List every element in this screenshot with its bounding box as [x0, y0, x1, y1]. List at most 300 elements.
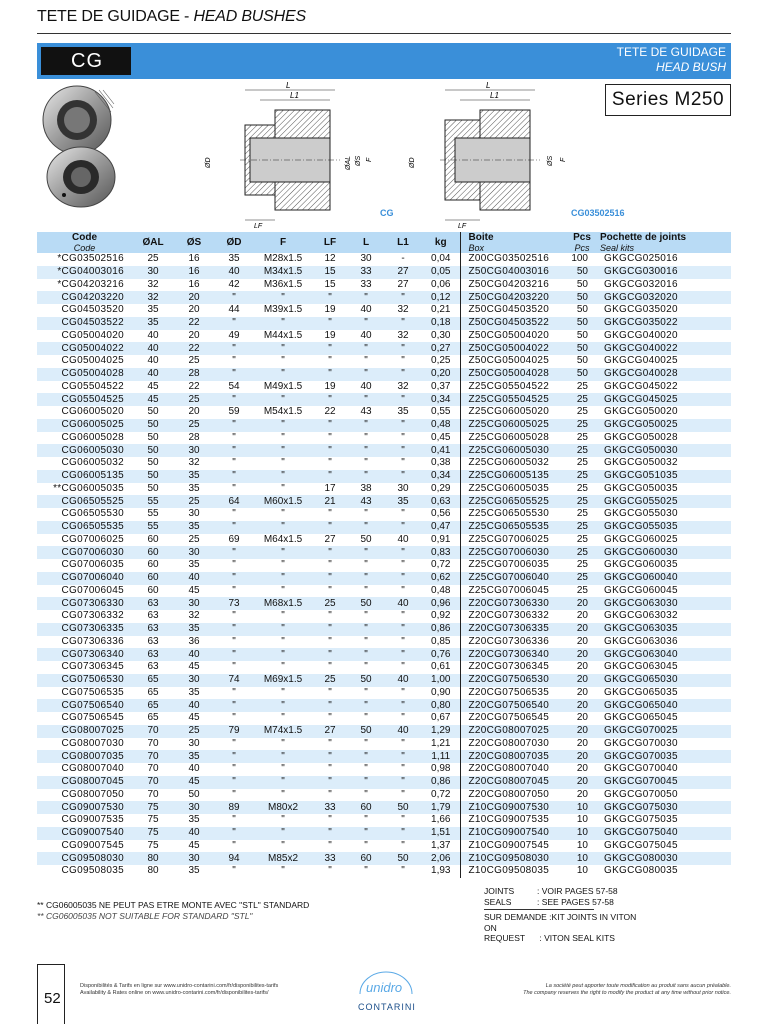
cell-box: Z50CG05004022 [460, 342, 568, 355]
cell-d: " [214, 623, 254, 636]
cell-l: 30 [360, 253, 372, 265]
cell-box: Z20CG08007040 [460, 763, 568, 776]
cell-l: " [348, 546, 384, 559]
table-row [37, 801, 731, 814]
band-title [617, 45, 726, 75]
cell-code: CG07006040 [37, 572, 132, 585]
col-code-label: Code [72, 231, 97, 243]
cell-f: M74x1.5 [254, 725, 312, 738]
cell-lf: " [328, 737, 332, 749]
table-row [37, 738, 731, 751]
cell-l: 60 [348, 852, 384, 865]
cell-lf: 17 [324, 482, 336, 494]
cell-kit: GKGCG032020 [596, 291, 731, 304]
cell-f: " [281, 584, 285, 596]
cell-s: 28 [174, 368, 214, 381]
cell-al: 60 [147, 559, 159, 571]
cell-kg: 0,62 [422, 572, 460, 585]
cell-box: Z10CG09508035 [460, 865, 568, 878]
cell-l1: 27 [397, 278, 409, 290]
cell-code: *CG04003016 [37, 266, 132, 279]
table-row [37, 444, 731, 457]
cell-lf: " [312, 393, 348, 406]
cell-s: 20 [174, 291, 214, 304]
table-row [37, 674, 731, 687]
cell-d: " [214, 776, 254, 789]
cell-kit: GKGCG055035 [596, 521, 731, 534]
cell-pcs: 10 [568, 827, 596, 840]
cell-l: " [364, 635, 368, 647]
cell-d: 74 [214, 674, 254, 687]
table-row [37, 597, 731, 610]
cell-d: 40 [214, 266, 254, 279]
cell-f: M85x2 [254, 852, 312, 865]
cell-d: 42 [228, 278, 240, 290]
cell-lf: " [312, 291, 348, 304]
cell-code: CG09007535 [61, 814, 124, 826]
logo-bottom-text: CONTARINI [358, 1002, 416, 1012]
cell-code: CG07306345 [61, 661, 124, 673]
cell-lf: " [312, 648, 348, 661]
cell-box: Z25CG07006045 [460, 585, 568, 598]
cell-box: Z25CG07006040 [460, 572, 568, 585]
footnote-en: ** CG06005035 NOT SUITABLE FOR STANDARD "STL" [37, 911, 253, 921]
cell-kg: 0,72 [431, 559, 451, 571]
cell-kg: 1,29 [422, 725, 460, 738]
cell-al: 65 [132, 674, 174, 687]
cell-d: " [214, 419, 254, 432]
cell-kg: 1,37 [431, 839, 451, 851]
cell-al: 50 [147, 482, 159, 494]
legend-on-demand [484, 912, 636, 922]
cell-d: " [232, 559, 236, 571]
cell-kit: GKGCG065040 [596, 699, 731, 712]
cell-s: 40 [174, 648, 214, 661]
cell-f: " [281, 763, 285, 775]
cell-kg: 0,96 [422, 597, 460, 610]
cell-pcs: 50 [576, 304, 588, 316]
table-row [37, 266, 731, 279]
cell-l1: " [384, 470, 422, 483]
cell-code: CG06005025 [37, 419, 132, 432]
cell-kit: GKGCG063035 [596, 623, 731, 636]
cell-s: 36 [188, 635, 200, 647]
cell-box: Z20CG07506545 [460, 712, 568, 725]
cell-kit: GKGCG065045 [604, 712, 678, 724]
cell-l1: 40 [384, 725, 422, 738]
cell-kit: GKGCG050028 [604, 431, 678, 443]
cell-d: " [232, 763, 236, 775]
cell-l1: " [401, 355, 405, 367]
cell-lf: 19 [324, 304, 336, 316]
cell-pcs: 25 [568, 444, 596, 457]
cell-code: CG07306340 [37, 648, 132, 661]
cell-kit: GKGCG070035 [596, 750, 731, 763]
cell-l: " [364, 508, 368, 520]
cell-box: Z50CG04503520 [460, 304, 568, 317]
cell-l: 40 [360, 380, 372, 392]
cell-f: M49x1.5 [263, 380, 303, 392]
cell-s: 35 [188, 559, 200, 571]
cell-s: 30 [174, 674, 214, 687]
figure-label-cg03502516: CG03502516 [571, 208, 625, 218]
cell-kit: GKGCG050032 [604, 457, 678, 469]
table-body [37, 253, 731, 878]
cell-pcs: 25 [576, 380, 588, 392]
legend-joints-key: JOINTS [484, 886, 515, 896]
cell-l: 33 [360, 278, 372, 290]
cell-code: CG07306336 [61, 635, 124, 647]
cell-f: " [281, 355, 285, 367]
cell-kg: 0,80 [422, 699, 460, 712]
cell-code: CG07006025 [61, 533, 124, 545]
table-row [37, 355, 731, 368]
table-row [37, 661, 731, 674]
cell-lf: 25 [312, 597, 348, 610]
cell-kg: 0,21 [431, 304, 451, 316]
cell-box: Z00CG03502516 [460, 253, 568, 266]
cell-s: 35 [174, 470, 214, 483]
cell-code: CG06005032 [61, 457, 124, 469]
footer-availability-fr: Disponibilités & Tarifs en ligne sur www.unidro-contarini.com/fr/disponibilites-tarifs [80, 983, 279, 989]
table-row [37, 648, 731, 661]
cell-code: CG04503520 [61, 304, 124, 316]
legend-seals [484, 897, 614, 907]
cell-l1: 32 [397, 329, 409, 341]
cell-l1: " [401, 610, 405, 622]
cell-box: Z25CG07006030 [460, 546, 568, 559]
cell-s: 35 [188, 814, 200, 826]
cell-d: " [232, 482, 236, 494]
cell-box: Z10CG09007535 [460, 814, 568, 827]
table-row [37, 585, 731, 598]
cell-l1: " [384, 623, 422, 636]
cell-code: CG06505535 [37, 521, 132, 534]
cell-code: CG06005030 [37, 444, 132, 457]
cell-d: 59 [228, 406, 240, 418]
cell-pcs: 20 [576, 737, 588, 749]
cell-kg: 0,06 [431, 278, 451, 290]
cell-lf: " [328, 865, 332, 877]
cell-pcs: 25 [576, 406, 588, 418]
table-row [37, 317, 731, 330]
col-kit-label: Pochette de joints [600, 231, 687, 243]
cell-d: 79 [214, 725, 254, 738]
cell-kg: 1,11 [422, 750, 460, 763]
cell-box: Z25CG06005032 [460, 457, 568, 470]
cell-d: 54 [228, 380, 240, 392]
cell-f: " [281, 865, 285, 877]
cell-lf: " [312, 521, 348, 534]
cell-lf: " [312, 342, 348, 355]
cell-d: " [232, 584, 236, 596]
cell-kit: GKGCG060035 [604, 559, 678, 571]
cell-pcs: 20 [576, 610, 588, 622]
cell-kit: GKGCG070030 [604, 737, 678, 749]
cell-f: " [254, 342, 312, 355]
cell-d: " [214, 572, 254, 585]
cell-s: 35 [174, 750, 214, 763]
cell-d: " [214, 368, 254, 381]
cell-kit: GKGCG050030 [596, 444, 731, 457]
cell-pcs: 25 [568, 419, 596, 432]
cell-f: " [281, 457, 285, 469]
cell-box: Z25CG06005020 [460, 406, 568, 419]
cell-s: 22 [174, 317, 214, 330]
cell-box: Z20CG07306340 [460, 648, 568, 661]
technical-drawing-cg [200, 80, 380, 230]
cell-s: 30 [174, 546, 214, 559]
product-table [37, 232, 731, 878]
cell-lf: " [312, 419, 348, 432]
cell-pcs: 20 [568, 674, 596, 687]
cell-kg: 0,76 [422, 648, 460, 661]
cell-code: CG05004025 [61, 355, 124, 367]
cell-lf: 33 [312, 852, 348, 865]
cell-al: 60 [132, 546, 174, 559]
cell-d: " [232, 508, 236, 520]
cell-pcs: 10 [576, 839, 588, 851]
cell-s: 30 [174, 852, 214, 865]
cell-d: " [214, 750, 254, 763]
cell-f: M68x1.5 [254, 597, 312, 610]
cell-l: 38 [360, 482, 372, 494]
cell-al: 63 [147, 635, 159, 647]
cell-kg: 0,61 [431, 661, 451, 673]
cell-pcs: 20 [576, 788, 588, 800]
col-kit-sublabel: Seal kits [600, 242, 635, 253]
cell-code: *CG03502516 [57, 253, 124, 265]
cell-kg: 0,38 [431, 457, 451, 469]
col-box-label: Boite [468, 231, 494, 243]
cell-code: CG06005020 [61, 406, 124, 418]
dim-l-label-2: L [486, 81, 491, 90]
cell-kit: GKGCG040020 [604, 329, 678, 341]
cell-kit: GKGCG055025 [596, 495, 731, 508]
cell-f: " [254, 291, 312, 304]
cell-al: 75 [147, 839, 159, 851]
cell-l: " [364, 431, 368, 443]
dim-f-label-2: F [560, 157, 567, 162]
cell-box: Z20CG07506535 [460, 687, 568, 700]
cell-s: 16 [188, 253, 200, 265]
cell-al: 65 [147, 712, 159, 724]
legend-on-request [484, 923, 615, 943]
cell-kit: GKGCG075045 [604, 839, 678, 851]
cell-s: 22 [174, 342, 214, 355]
cell-box: Z20CG08007025 [460, 725, 568, 738]
cell-lf: " [328, 508, 332, 520]
col-header-d: ØD [214, 232, 254, 253]
cell-f: " [254, 521, 312, 534]
cell-lf: " [312, 470, 348, 483]
cell-kit: GKGCG070040 [604, 763, 678, 775]
footer-availability-en: Availability & Rates online on www.unidro-contarini.com/fr/disponibilites-tarifs/ [80, 990, 269, 996]
cell-kit: GKGCG070050 [604, 788, 678, 800]
cell-d: " [214, 521, 254, 534]
cell-l: " [348, 623, 384, 636]
cell-l: 50 [348, 597, 384, 610]
table-row [37, 814, 731, 827]
cell-code: CG05004028 [37, 368, 132, 381]
cell-lf: " [328, 610, 332, 622]
cell-l1: " [384, 419, 422, 432]
cell-f: M80x2 [254, 801, 312, 814]
table-header-row [37, 232, 731, 253]
cell-d: " [214, 699, 254, 712]
cell-d: 94 [214, 852, 254, 865]
cell-kg: 0,98 [431, 763, 451, 775]
cell-code: CG07306332 [61, 610, 124, 622]
cell-s: 28 [188, 431, 200, 443]
cell-al: 45 [147, 380, 159, 392]
cell-lf: " [312, 368, 348, 381]
cell-al: 60 [147, 533, 159, 545]
dim-d-label-2: ØD [409, 157, 416, 168]
cell-box: Z25CG06005135 [460, 470, 568, 483]
cell-kg: 0,63 [422, 495, 460, 508]
cg-label-box: CG [41, 47, 131, 75]
product-photo [37, 82, 127, 212]
dim-f-label: F [366, 157, 373, 162]
cell-box: Z25CG06505530 [460, 508, 568, 521]
col-pcs-sublabel: Pcs [574, 242, 590, 253]
cell-lf: 19 [324, 380, 336, 392]
cell-kg: 1,21 [431, 737, 451, 749]
figure-label-cg: CG [380, 208, 394, 218]
cell-kg: 0,91 [431, 533, 451, 545]
cell-f: " [281, 737, 285, 749]
table-row [37, 776, 731, 789]
cell-d: 89 [214, 801, 254, 814]
series-label: Series M250 [605, 84, 731, 116]
cell-s: 30 [174, 801, 214, 814]
cell-box: Z10CG09508030 [460, 852, 568, 865]
cell-f: M39x1.5 [263, 304, 303, 316]
cell-s: 45 [188, 584, 200, 596]
table-row [37, 559, 731, 572]
band-title-en: HEAD BUSH [655, 60, 726, 74]
table-row [37, 279, 731, 292]
cell-pcs: 25 [568, 546, 596, 559]
cell-l1: " [401, 788, 405, 800]
dim-l-label: L [286, 81, 291, 90]
cell-code: CG08007035 [37, 750, 132, 763]
cell-pcs: 50 [576, 355, 588, 367]
footnote-fr: ** CG06005035 NE PEUT PAS ETRE MONTE AVEC "STL" STANDARD [37, 900, 310, 910]
cell-l: " [348, 317, 384, 330]
cell-d: " [232, 737, 236, 749]
cell-lf: 19 [324, 329, 336, 341]
cell-l1: - [401, 253, 405, 265]
cell-kit: GKGCG070025 [596, 725, 731, 738]
cell-l1: " [384, 546, 422, 559]
cell-l1: " [384, 572, 422, 585]
cell-l: " [348, 342, 384, 355]
cell-f: " [254, 546, 312, 559]
dim-d-label: ØD [205, 157, 212, 168]
cell-lf: " [312, 827, 348, 840]
cell-s: 20 [188, 329, 200, 341]
cell-l: " [364, 712, 368, 724]
cell-s: 22 [188, 380, 200, 392]
cell-box: Z20CG08007035 [460, 750, 568, 763]
table-row [37, 725, 731, 738]
cell-kg: 0,05 [422, 266, 460, 279]
cell-l1: " [384, 750, 422, 763]
cell-kg: 1,93 [431, 865, 451, 877]
section-band [37, 43, 731, 79]
table-row [37, 419, 731, 432]
cell-l1: " [401, 661, 405, 673]
cell-l1: " [384, 776, 422, 789]
cell-s: 35 [174, 623, 214, 636]
cell-kit: GKGCG030016 [596, 266, 731, 279]
cell-al: 63 [132, 623, 174, 636]
cell-f: " [254, 419, 312, 432]
cell-al: 63 [147, 661, 159, 673]
legend-joints-value: : VOIR PAGES 57-58 [537, 886, 618, 896]
cell-box: Z25CG07006035 [460, 559, 568, 572]
cell-pcs: 25 [568, 470, 596, 483]
legend-demand-value: :KIT JOINTS IN VITON [546, 912, 637, 922]
title-en: HEAD BUSHES [193, 8, 306, 25]
cell-s: 25 [188, 533, 200, 545]
cell-l1: " [401, 865, 405, 877]
cell-al: 50 [132, 444, 174, 457]
dim-s-label-2: ØS [547, 155, 554, 166]
cell-al: 32 [132, 291, 174, 304]
cell-pcs: 10 [568, 852, 596, 865]
cell-pcs: 25 [576, 559, 588, 571]
cell-l1: " [384, 342, 422, 355]
cell-al: 60 [132, 572, 174, 585]
cell-code: CG06505525 [37, 495, 132, 508]
cell-l: " [364, 661, 368, 673]
cell-l1: 50 [384, 852, 422, 865]
cell-al: 75 [132, 801, 174, 814]
cell-al: 25 [147, 253, 159, 265]
cell-kg: 0,86 [422, 623, 460, 636]
cell-pcs: 25 [568, 521, 596, 534]
cell-pcs: 25 [568, 572, 596, 585]
cell-s: 40 [188, 763, 200, 775]
table-row [37, 687, 731, 700]
cell-pcs: 20 [568, 597, 596, 610]
col-header-lf: LF [312, 232, 348, 253]
cell-kit: GKGCG050025 [596, 419, 731, 432]
col-box-sublabel: Box [468, 242, 485, 253]
cell-box: Z50CG04003016 [460, 266, 568, 279]
cell-al: 35 [132, 317, 174, 330]
cell-code: CG08007045 [37, 776, 132, 789]
cell-pcs: 20 [576, 712, 588, 724]
table-row [37, 789, 731, 802]
cell-al: 40 [147, 355, 159, 367]
cell-kg: 0,56 [431, 508, 451, 520]
cell-kg: 0,90 [431, 686, 451, 698]
cell-l1: 40 [397, 533, 409, 545]
cell-s: 30 [188, 737, 200, 749]
title-separator: - [179, 8, 194, 25]
cell-al: 40 [132, 342, 174, 355]
cell-f: " [254, 776, 312, 789]
cell-box: Z25CG06005035 [460, 483, 568, 496]
cell-code: CG07506540 [37, 699, 132, 712]
dim-lf-label-2: LF [458, 223, 467, 230]
cell-l: " [364, 686, 368, 698]
cell-code: CG09007540 [37, 827, 132, 840]
